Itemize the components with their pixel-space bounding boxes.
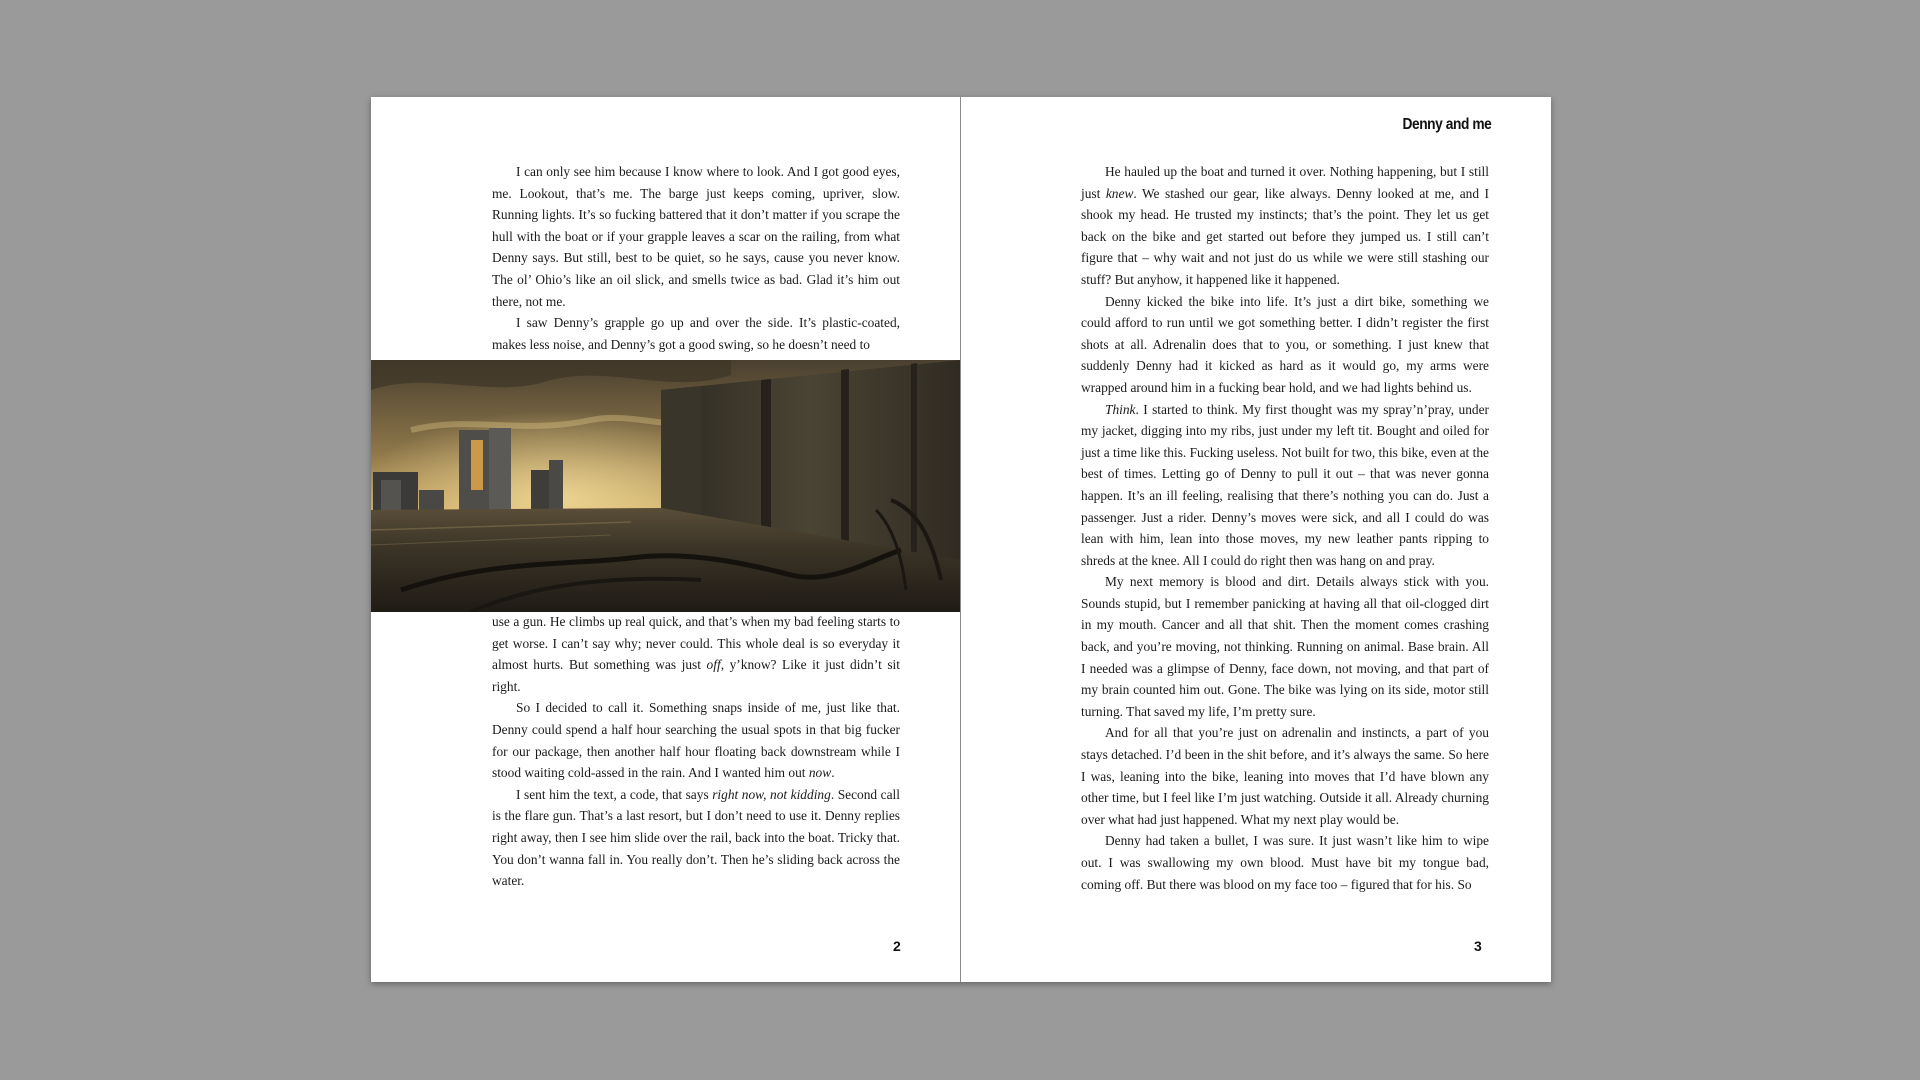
text-run: . I started to think. My first thought was my spray’n’pray, under my jacket, digging into my ribs, just under my left tit. Bought and oiled for just a time like this. Fucking useless. Not built for two, this bike, even at the best of times. Letting go of Denny to pull it out – that was never gonna happen. It’s an ill feeling, realising that there’s nothing you can do. Just a passenger. Just a rider. Denny’s moves were sick, and all I could do was lean with him, lean into those moves, my new leather pants ripping to shreds at the knee. All I could do right then was hang on and pray. <box>1081 401 1489 568</box>
paragraph: I saw Denny’s grapple go up and over the side. It’s plastic-coated, makes less noise, and Denny’s got a good swing, so he doesn’t need to <box>492 315 900 352</box>
text-run: use a gun. He climbs up real quick, and that’s when my bad feeling starts to get worse. I can’t say why; never could. This whole deal is so everyday it almost hurts. But something was just <box>492 614 900 673</box>
paragraph <box>1081 161 1489 291</box>
text-run: , y’know? Like it just didn’t sit right. <box>492 657 901 694</box>
paragraph-continuation <box>492 611 900 697</box>
paragraph <box>1081 399 1489 572</box>
right-page <box>961 97 1551 982</box>
text-run: He hauled up the boat and turned it over. Nothing happening, but I still just <box>1081 164 1489 201</box>
paragraph <box>1081 722 1489 830</box>
italic-text: knew <box>1105 185 1134 201</box>
italic-text: Think <box>1105 401 1136 417</box>
paragraph <box>1081 830 1489 895</box>
italic-text: right now, not kidding <box>712 786 831 802</box>
paragraph <box>1081 291 1489 399</box>
text-run: . Second call is the flare gun. That’s a last resort, but I don’t need to use it. Denny replies right away, then I see him slide over the rail, back into the boat. Tricky that. You don’t wanna fall in. You really don’t. Then he’s sliding back across the water. <box>492 786 900 889</box>
paragraph <box>492 784 900 892</box>
italic-text: now <box>808 765 832 781</box>
text-run: And for all that you’re just on adrenalin and instincts, a part of you stays detached. I’d been in the shit before, and it’s always the same. So here I was, leaning into the bike, leaning into moves that I’d have blown any other time, but I feel like I’m just watching. Outside it all. Already churning over what had just happened. What my next play would be. <box>1081 725 1489 827</box>
industrial-dusk-illustration <box>371 360 960 612</box>
paragraph: I can only see him because I know where to look. And I got good eyes, me. Lookout, that’s me. The barge just keeps coming, upriver, slow. Running lights. It’s so fucking battered that it don’t matter if you scrape the hull with the boat or if your grapple leaves a scar on the railing, from what Denny says. But still, best to be quiet, so he says, cause you never know. The ol’ Ohio’s like an oil slick, and smells twice as bad. Glad it’s him out there, not me. <box>492 164 900 309</box>
page-number: 3 <box>1474 938 1482 954</box>
left-page-text-top <box>492 161 900 355</box>
text-run: I sent him the text, a code, that says <box>516 786 713 802</box>
page-number: 2 <box>893 938 901 954</box>
text-run: Denny kicked the bike into life. It’s just a dirt bike, something we could afford to run until we got something better. I didn’t register the first shots at all. Adrenalin does that to you, or something. I just knew that suddenly Denny had it kicked as hard as it would go, my arms were wrapped around him in a fucking bear hold, and we had lights behind us. <box>1081 293 1489 395</box>
left-page-text-bottom <box>492 611 900 892</box>
text-run: . <box>831 765 835 781</box>
text-run: My next memory is blood and dirt. Details always stick with you. Sounds stupid, but I remember panicking at having all that oil-clogged dirt in my mouth. Cancer and all that shit. Then the moment comes crashing back, and you’re moving, not thinking. Running on animal. Base brain. All I needed was a glimpse of Denny, face down, not moving, and that part of my brain counted him out. Gone. The bike was lying on its side, motor still turning. That saved my life, I’m pretty sure. <box>1081 574 1489 719</box>
text-run: Denny had taken a bullet, I was sure. It just wasn’t like him to wipe out. I was swallowing my own blood. Must have bit my tongue bad, coming off. But there was blood on my face too – figured that for his. So <box>1081 833 1489 892</box>
book-spread <box>371 97 1551 982</box>
paragraph <box>1081 571 1489 722</box>
text-run: . We stashed our gear, like always. Denny looked at me, and I shook my head. He trusted my instincts; that’s the point. They let us get back on the bike and get started out before they jumped us. I still can’t figure that – why wait and not just do us while we were still stashing our stuff? But anyhow, it happened like it happened. <box>1081 185 1490 287</box>
left-page <box>371 97 960 982</box>
paragraph <box>492 697 900 783</box>
italic-text: off <box>706 657 721 673</box>
running-head: Denny and me <box>1402 116 1491 133</box>
text-run: So I decided to call it. Something snaps inside of me, just like that. Denny could spend a half hour searching the usual spots in that big fucker for our package, then another half hour floating back downstream while I stood waiting cold-assed in the rain. And I wanted him out <box>492 700 900 781</box>
right-page-text <box>1081 161 1489 895</box>
